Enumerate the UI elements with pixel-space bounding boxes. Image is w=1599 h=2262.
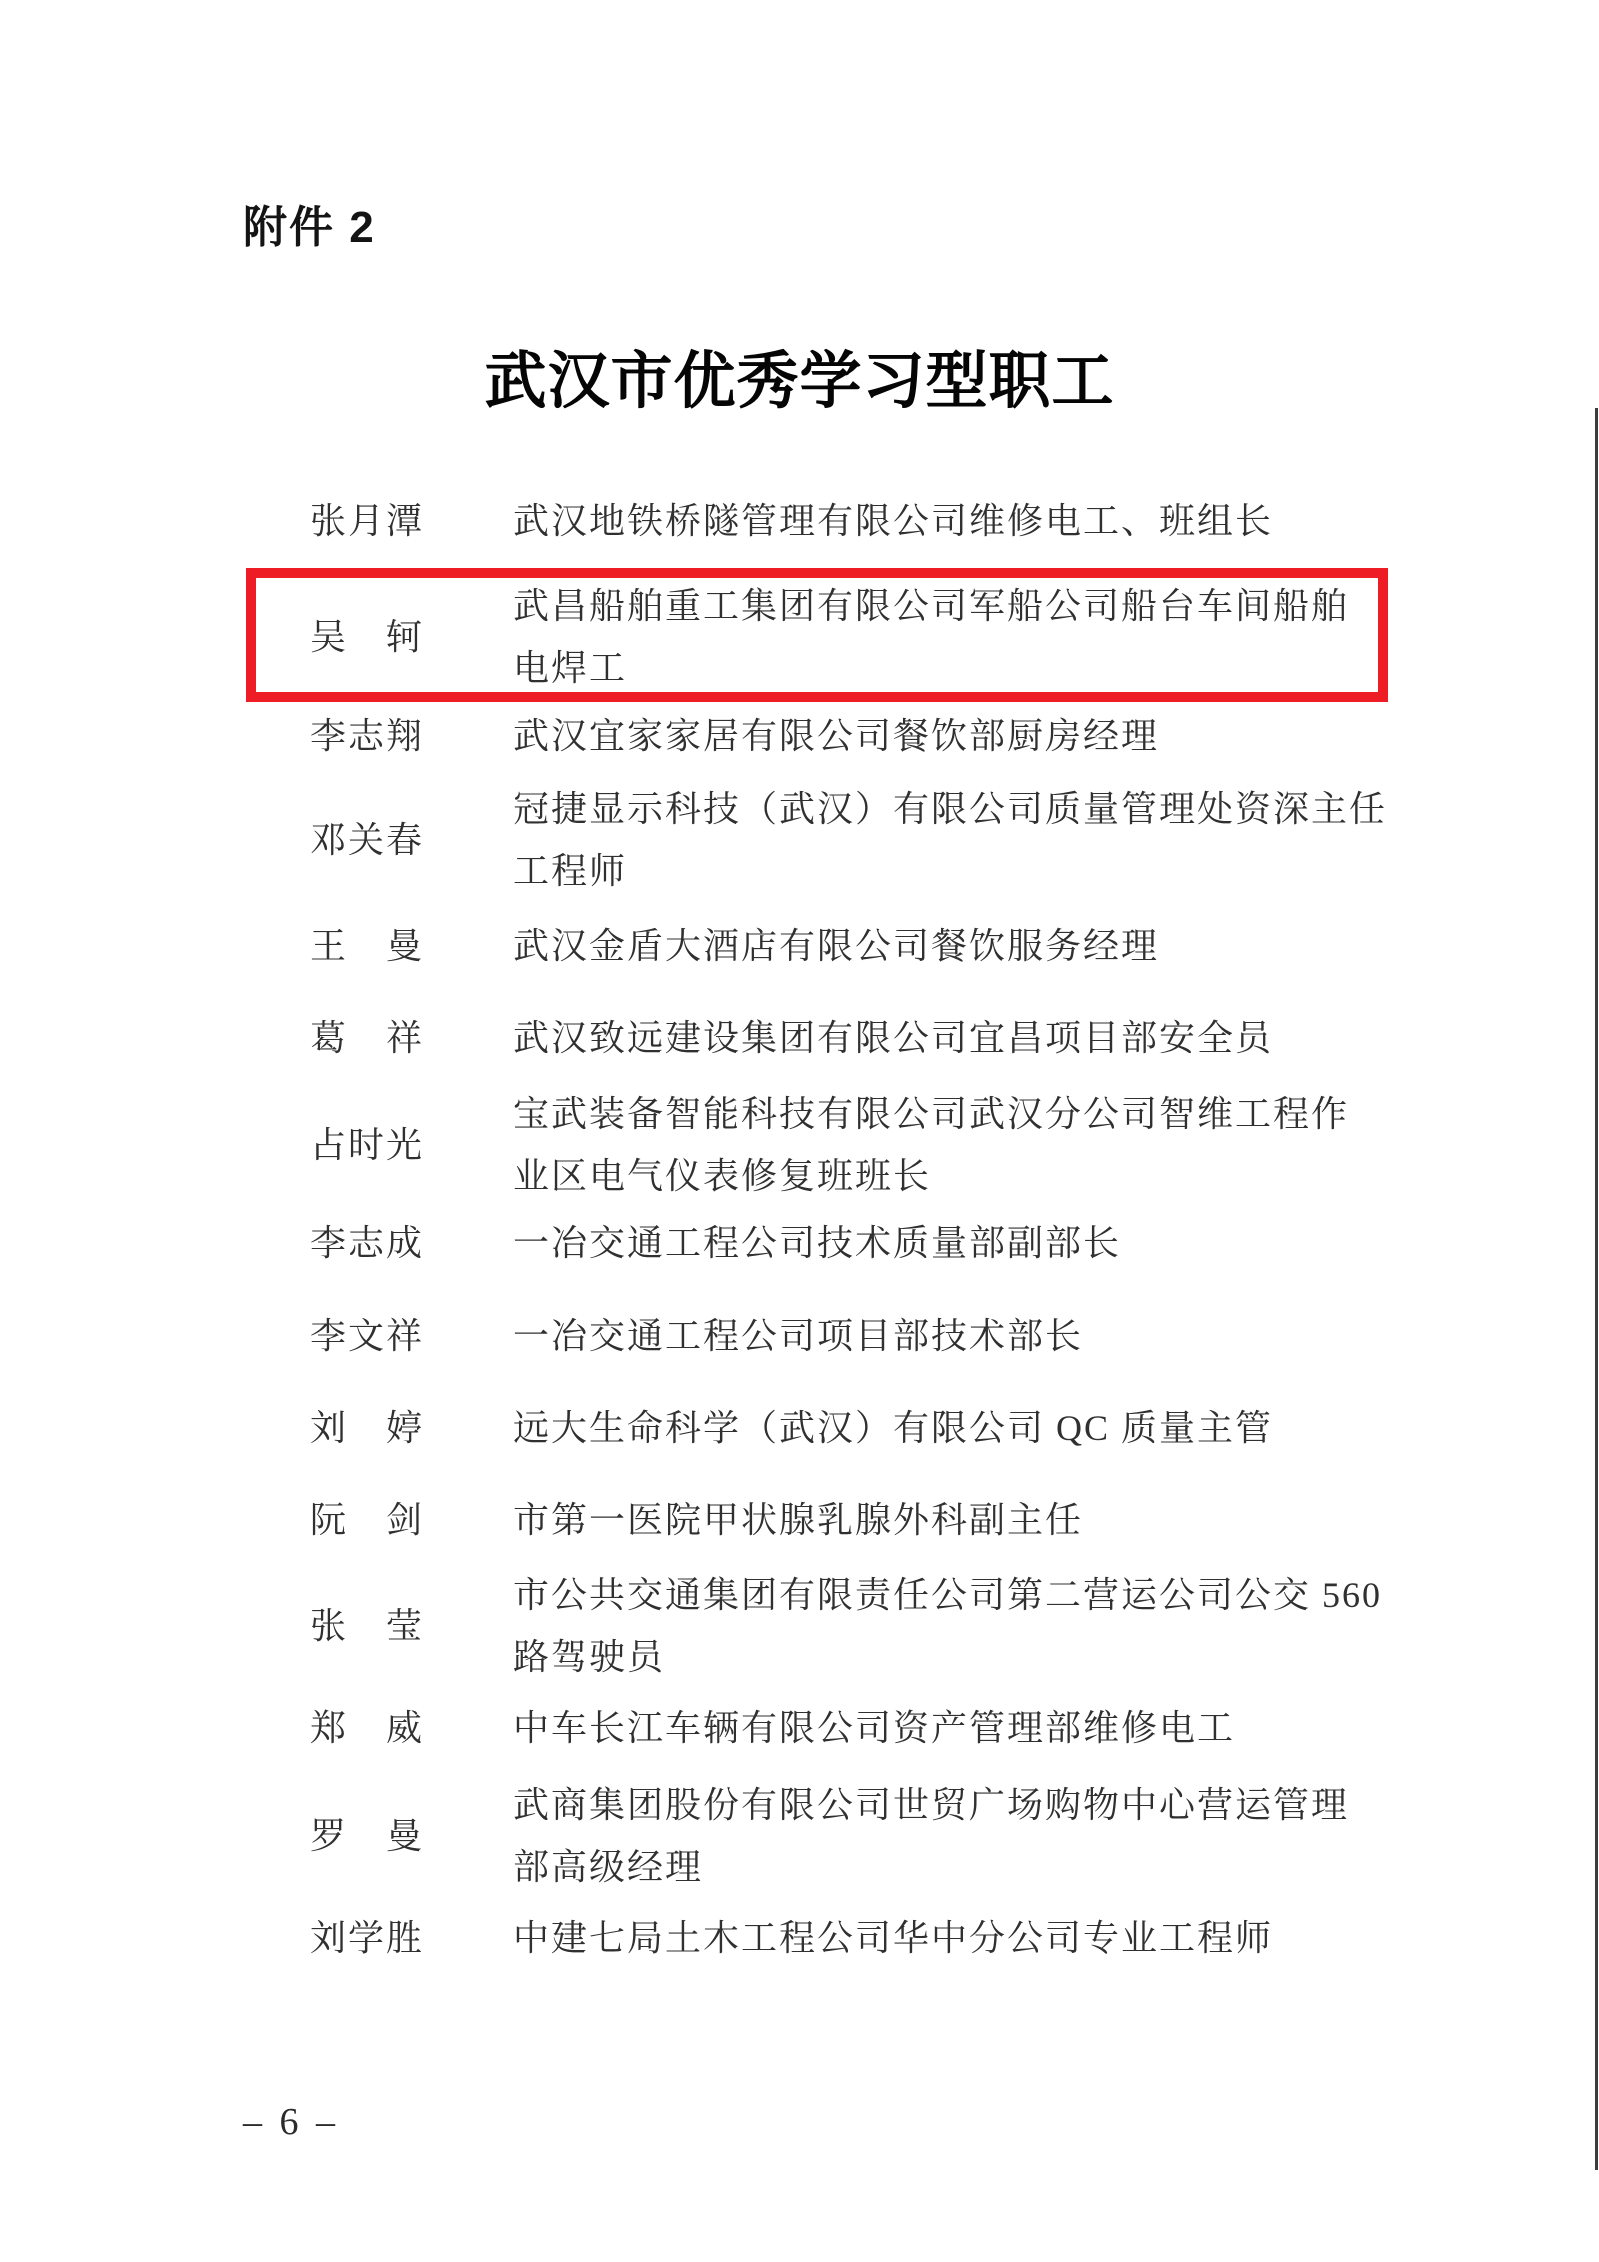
employee-duty-line: 市公共交通集团有限责任公司第二营运公司公交 560	[513, 1575, 1383, 1615]
employee-duty-line: 路驾驶员	[513, 1637, 666, 1677]
employee-name: 李文祥	[310, 1316, 422, 1356]
employee-duty-line: 工程师	[513, 851, 628, 891]
employee-duty	[513, 490, 1418, 552]
employee-duty	[513, 1212, 1418, 1274]
employee-duty	[513, 1907, 1418, 1969]
employee-duty-line: 冠捷显示科技（武汉）有限公司质量管理处资深主任	[513, 789, 1388, 829]
list-row	[310, 1212, 1418, 1274]
list-row	[310, 778, 1418, 902]
employee-duty-line: 武商集团股份有限公司世贸广场购物中心营运管理	[513, 1785, 1350, 1825]
employee-name: 王 曼	[310, 926, 422, 966]
employee-duty-line: 武汉金盾大酒店有限公司餐饮服务经理	[513, 926, 1160, 966]
employee-duty	[513, 1489, 1418, 1551]
employee-duty-line: 远大生命科学（武汉）有限公司 QC 质量主管	[513, 1408, 1274, 1448]
employee-duty-line: 武昌船舶重工集团有限公司军船公司船台车间船舶	[513, 586, 1350, 626]
highlight-box	[246, 568, 1388, 702]
list-row	[310, 705, 1418, 767]
document-title: 武汉市优秀学习型职工	[484, 348, 1115, 416]
employee-duty	[513, 1774, 1418, 1898]
employee-name: 占时光	[310, 1125, 422, 1165]
list-row	[310, 915, 1418, 977]
employee-duty-line: 武汉宜家家居有限公司餐饮部厨房经理	[513, 716, 1160, 756]
list-row	[310, 1083, 1418, 1207]
employee-duty	[513, 1397, 1418, 1459]
employee-name: 吴 轲	[310, 617, 422, 657]
list-row	[310, 1397, 1418, 1459]
list-row	[310, 1305, 1418, 1367]
employee-name: 邓关春	[310, 820, 422, 860]
employee-duty-line: 业区电气仪表修复班班长	[513, 1156, 932, 1196]
employee-duty-line: 武汉致远建设集团有限公司宜昌项目部安全员	[513, 1018, 1274, 1058]
employee-name: 刘学胜	[310, 1918, 422, 1958]
list-row	[310, 1697, 1418, 1759]
employee-duty-line: 中车长江车辆有限公司资产管理部维修电工	[513, 1708, 1236, 1748]
list-row	[310, 1907, 1418, 1969]
employee-duty	[513, 1007, 1418, 1069]
employee-duty	[513, 705, 1418, 767]
attachment-label: 附件 2	[243, 203, 376, 252]
employee-name: 刘 婷	[310, 1408, 422, 1448]
employee-name: 葛 祥	[310, 1018, 422, 1058]
employee-name: 郑 威	[310, 1708, 422, 1748]
employee-duty-line: 一冶交通工程公司技术质量部副部长	[513, 1223, 1122, 1263]
employee-duty-line: 武汉地铁桥隧管理有限公司维修电工、班组长	[513, 501, 1274, 541]
list-row	[310, 1564, 1418, 1688]
employee-name: 李志翔	[310, 716, 422, 756]
employee-duty	[513, 1564, 1418, 1688]
employee-name: 罗 曼	[310, 1816, 422, 1856]
list-row	[310, 1489, 1418, 1551]
scan-edge-artifact	[1595, 408, 1598, 2170]
employee-duty	[513, 778, 1418, 902]
employee-name: 张 莹	[310, 1606, 422, 1646]
employee-name: 李志成	[310, 1223, 422, 1263]
list-row	[310, 490, 1418, 552]
employee-duty-line: 一冶交通工程公司项目部技术部长	[513, 1316, 1084, 1356]
employee-duty	[513, 1305, 1418, 1367]
page-number: – 6 –	[243, 2101, 339, 2143]
employee-duty-line: 市第一医院甲状腺乳腺外科副主任	[513, 1500, 1084, 1540]
list-row	[310, 1007, 1418, 1069]
employee-duty	[513, 915, 1418, 977]
employee-name: 阮 剑	[310, 1500, 422, 1540]
list-row	[310, 1774, 1418, 1898]
employee-duty-line: 宝武装备智能科技有限公司武汉分公司智维工程作	[513, 1094, 1350, 1134]
employee-duty-line: 中建七局土木工程公司华中分公司专业工程师	[513, 1918, 1274, 1958]
employee-duty-line: 部高级经理	[513, 1847, 704, 1887]
employee-duty-line: 电焊工	[513, 648, 628, 688]
employee-duty	[513, 1083, 1418, 1207]
employee-name: 张月潭	[310, 501, 422, 541]
employee-duty	[513, 1697, 1418, 1759]
